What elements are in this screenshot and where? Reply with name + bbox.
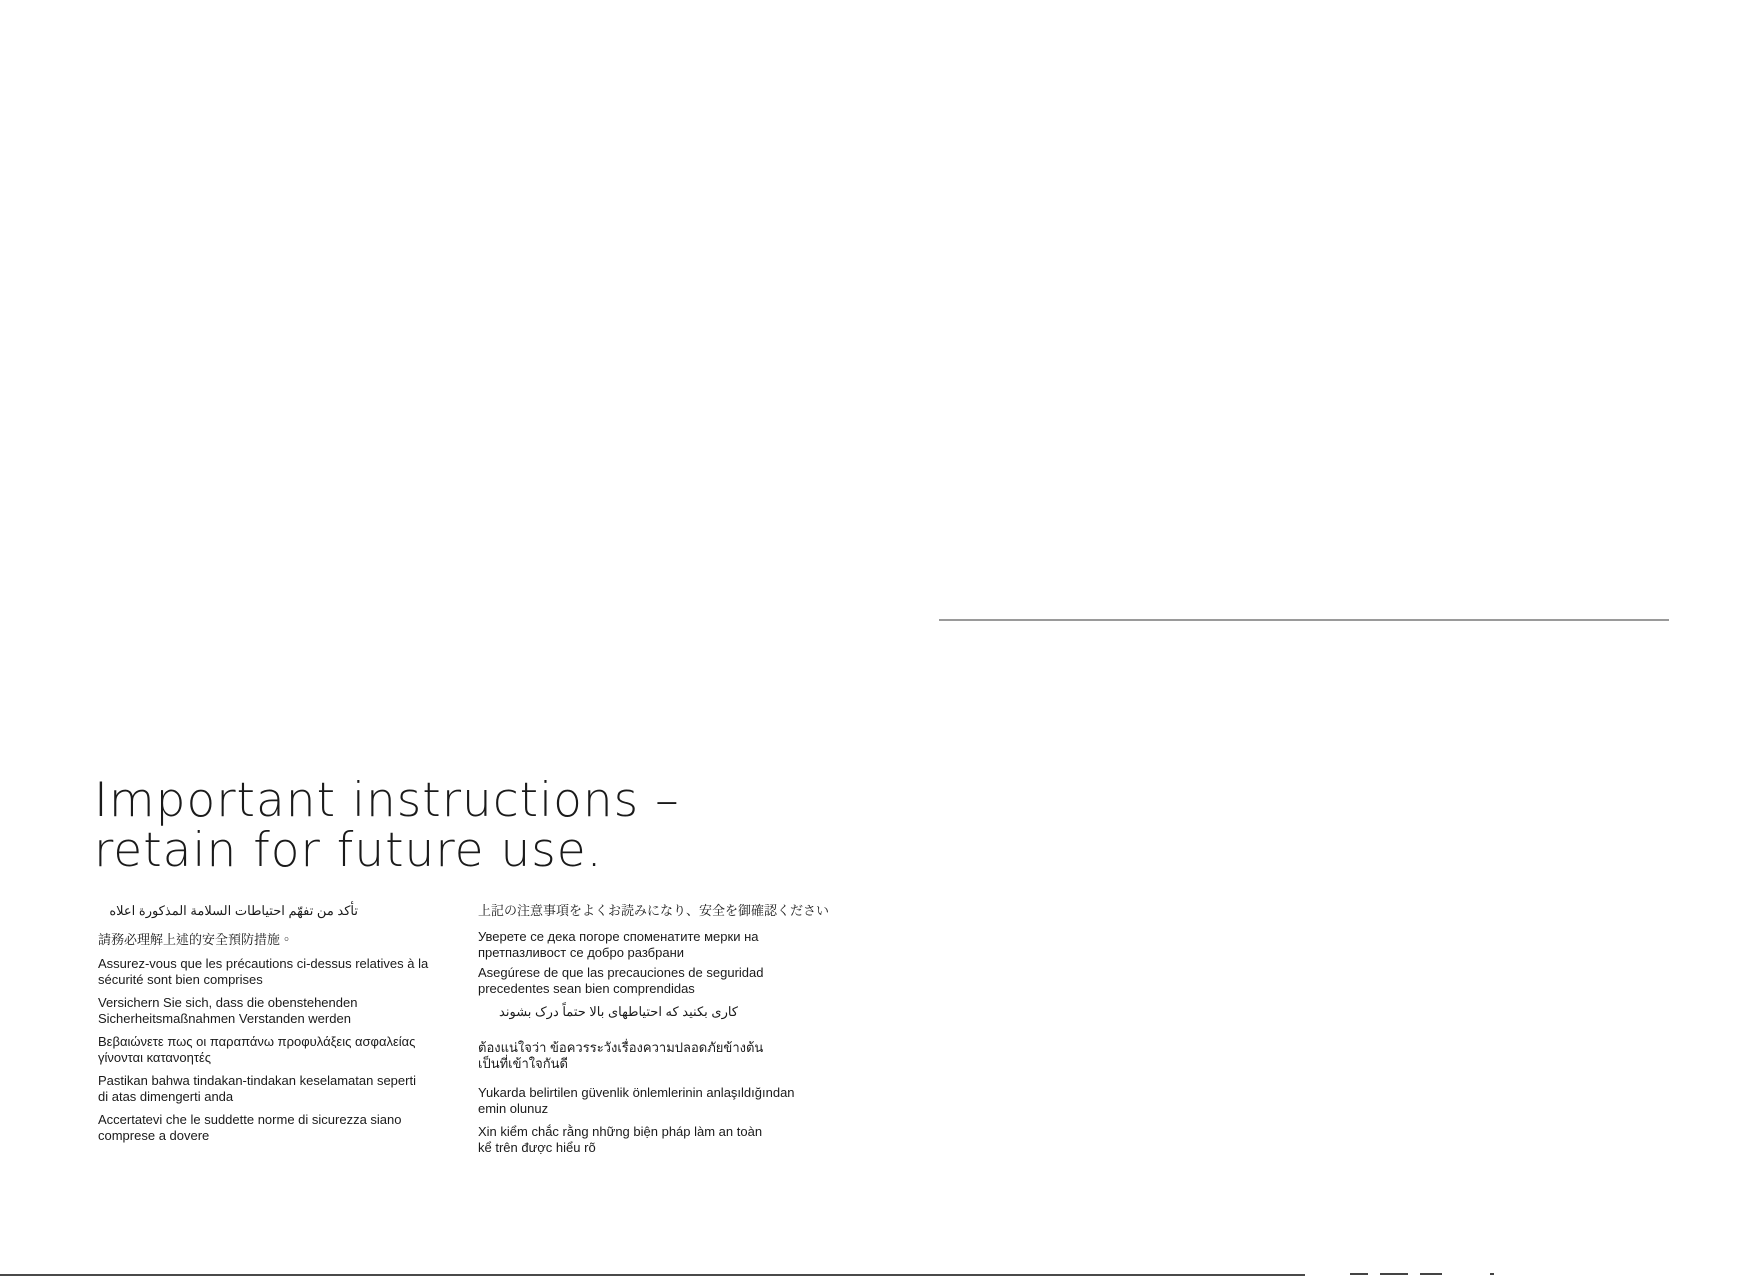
safety-notice-bg: Уверете се дека погоре споменатите мерки на претпазливост се добро разбрани xyxy=(478,929,759,960)
top-right-divider xyxy=(939,619,1669,621)
safety-notice-es: Asegúrese de que las precauciones de seguridad precedentes sean bien comprendidas xyxy=(478,965,764,996)
safety-notice-ms: Pastikan bahwa tindakan-tindakan keselamatan seperti di atas dimengerti anda xyxy=(98,1073,416,1104)
safety-notice-th: ต้องแน่ใจว่า ข้อควรระวังเรื่องความปลอดภัยข้างต้น เป็นที่เข้าใจกันดี xyxy=(478,1040,764,1071)
safety-notice-ar: تأكد من تفهّم احتياطات السلامة المذكورة اعلاه xyxy=(109,903,358,918)
safety-notice-zh-Hant: 請務必理解上述的安全預防措施。 xyxy=(98,932,294,947)
safety-notice-it: Accertatevi che le suddette norme di sicurezza siano comprese a dovere xyxy=(98,1112,402,1143)
safety-notice-fr: Assurez-vous que les précautions ci-dessus relatives à la sécurité sont bien comprises xyxy=(98,956,429,987)
bottom-edge-marks xyxy=(1340,1272,1500,1276)
title-line-1: Important instructions – xyxy=(94,773,680,828)
safety-notice-ja: 上記の注意事項をよくお読みになり、安全を御確認ください xyxy=(478,903,830,918)
safety-notice-vi: Xin kiểm chắc rằng những biện pháp làm an toàn kể trên được hiểu rõ xyxy=(478,1124,763,1155)
safety-notice-tr: Yukarda belirtilen güvenlik önlemlerinin anlaşıldığından emin olunuz xyxy=(478,1085,795,1116)
title-line-2: retain for future use. xyxy=(94,823,603,878)
safety-notice-el: Βεβαιώνετε πως οι παραπάνω προφυλάξεις ασφαλείας γίνονται κατανοητές xyxy=(98,1034,416,1065)
safety-notice-fa: کاری بکنید که احتیاطهای بالا حتماً درک بشوند xyxy=(499,1004,738,1019)
safety-notice-de: Versichern Sie sich, dass die obenstehenden Sicherheitsmaßnahmen Verstanden werden xyxy=(98,995,358,1026)
page-title xyxy=(94,773,680,878)
